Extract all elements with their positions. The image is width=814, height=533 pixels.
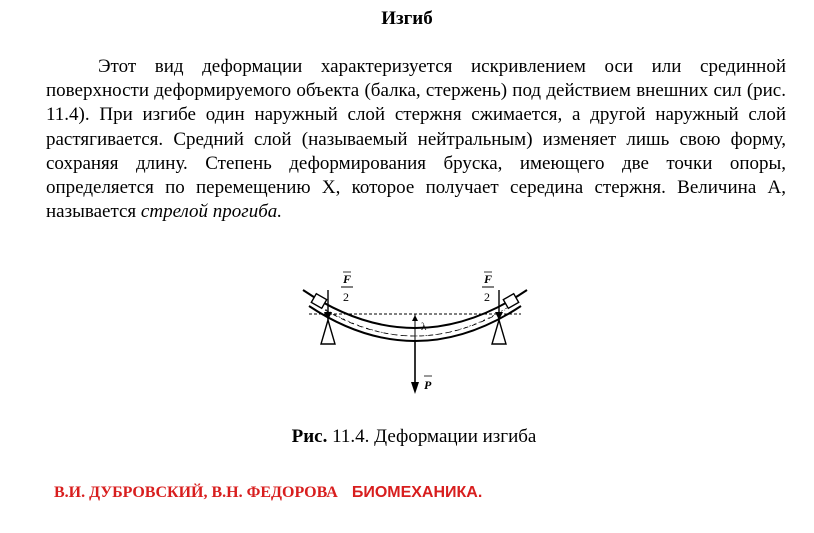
caption-text: 11.4. Деформации изгиба bbox=[327, 426, 537, 447]
left-force-label: F bbox=[343, 272, 352, 286]
footer-authors: В.И. ДУБРОВСКИЙ, В.Н. ФЕДОРОВА bbox=[54, 484, 338, 501]
left-support bbox=[321, 320, 335, 344]
footer-book-title: БИОМЕХАНИКА. bbox=[351, 484, 483, 501]
right-support bbox=[492, 320, 506, 344]
deflection-label: λ bbox=[421, 321, 427, 333]
right-force-label: F bbox=[484, 272, 493, 286]
load-label: P bbox=[424, 378, 432, 392]
caption-prefix: Рис. bbox=[291, 426, 328, 447]
paragraph-emphasis: стрелой прогиба. bbox=[140, 201, 283, 223]
paragraph-text: Этот вид деформации характеризуется искривлением оси или срединной поверхности деформируемого объекта (балка, стержень) под действием внешних сил (рис. 11.4). При изгибе один наружный слой стержня сжимается, а другой наружный слой растягивается. Средний слой (называемый нейтральным) изменяет лишь свою форму, сохраняя длину. Степень деформирования бруска, имеющего две точки опоры, определяется по перемещению X, которое получает середина стержня. Величина А, называется bbox=[46, 56, 786, 223]
document-title: Изгиб bbox=[381, 8, 433, 29]
left-force-denominator: 2 bbox=[343, 290, 349, 304]
deflection-arrowhead bbox=[412, 315, 418, 321]
load-arrowhead bbox=[411, 382, 419, 394]
beam-bending-figure bbox=[295, 262, 535, 402]
footer-credits bbox=[54, 484, 482, 502]
right-force-denominator: 2 bbox=[484, 290, 490, 304]
figure-caption bbox=[0, 426, 814, 448]
body-paragraph bbox=[46, 55, 786, 224]
